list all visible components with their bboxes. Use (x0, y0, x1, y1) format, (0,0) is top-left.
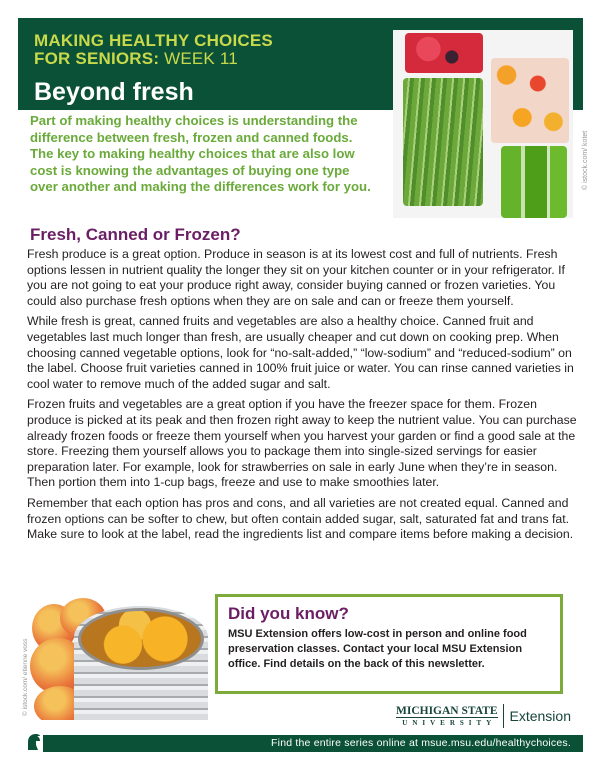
frozen-berries-block (405, 33, 483, 73)
extension-label: Extension (509, 708, 571, 724)
did-you-know-box (215, 594, 563, 694)
footer-series-link[interactable]: Find the entire series online at msue.msu.edu/healthychoices. (271, 737, 571, 749)
msu-name: MICHIGAN STATE (396, 704, 498, 717)
paragraph-canned: While fresh is great, canned fruits and vegetables are also a healthy choice. Canned fruit and vegetables last much longer than fresh, are usually cheaper and cut down on cooking prep. When choosing canned vegetable options, look for “no-salt-added,” “low-sodium” and “reduced-sodium” on the label. Choose fruit varieties canned in 100% fruit juice or water. You can rinse canned varieties in cool water to remove much of the added sugar and salt. (27, 314, 574, 391)
paragraph-remember: Remember that each option has pros and cons, and all varieties are not created equal. Canned and frozen options can be softer to chew, but often contain added sugar, salt, saturated fat and trans fat. Make sure to look at the label, read the ingredients list and compare items before making a decision. (27, 495, 574, 542)
frozen-green-beans-block (403, 78, 483, 206)
paragraph-fresh: Fresh produce is a great option. Produce in season is at its lowest cost and full of nutrients. Fresh options lessen in nutrient quality the longer they sit on your kitchen counter or in your refrigerator. If you are not going to eat your produce right away, consider buying canned or frozen varieties. You could also purchase fresh options when they are on sale and can or freeze them yourself. (27, 247, 565, 308)
msu-extension-logo (396, 703, 571, 729)
frozen-produce-photo (393, 30, 573, 218)
footer-band (43, 735, 583, 752)
section-heading: Fresh, Canned or Frozen? (30, 225, 241, 244)
series-audience: FOR SENIORS: (34, 49, 160, 68)
series-title-line2 (34, 49, 238, 68)
peach-photo-credit: © istock.com/ etienne voss (22, 638, 29, 716)
did-you-know-body: MSU Extension offers low-cost in person and online food preservation classes. Contact your local MSU Extension office. Find details on the back of this newsletter. (228, 628, 527, 670)
frozen-peppers-block (501, 146, 567, 218)
frozen-tomatoes-block (491, 58, 569, 143)
msu-wordmark (396, 705, 498, 728)
intro-paragraph: Part of making healthy choices is understanding the difference between fresh, frozen and canned foods. The key to making healthy choices that are also low cost is knowing the advantages of buying one type over another and making the differences work for you. (30, 113, 371, 194)
series-week: WEEK 11 (159, 49, 238, 68)
did-you-know-heading: Did you know? (228, 604, 349, 623)
article-body (27, 247, 582, 548)
logo-divider (503, 704, 504, 728)
series-title-line1: MAKING HEALTHY CHOICES (34, 31, 273, 50)
page-title: Beyond fresh (34, 78, 194, 106)
msu-university: UNIVERSITY (402, 718, 497, 727)
hero-photo-credit: © istock.com/ kotet (582, 130, 589, 190)
paragraph-frozen: Frozen fruits and vegetables are a great option if you have the freezer space for them. Frozen produce is picked at its peak and then frozen right away to keep the nutrient value. You can purchase already frozen foods or freeze them yourself when you harvest your garden or find a good sale at the store. Freezing them yourself allows you to package them into single-sized servings for easier preparation later. For example, look for strawberries on sale in early June when they’re in season. Then portion them into 1-cup bags, freeze and use to make smoothies later. (27, 397, 577, 490)
spartan-helmet-icon (25, 733, 41, 751)
can-peach-halves (78, 608, 204, 670)
canned-peaches-photo (30, 598, 210, 720)
